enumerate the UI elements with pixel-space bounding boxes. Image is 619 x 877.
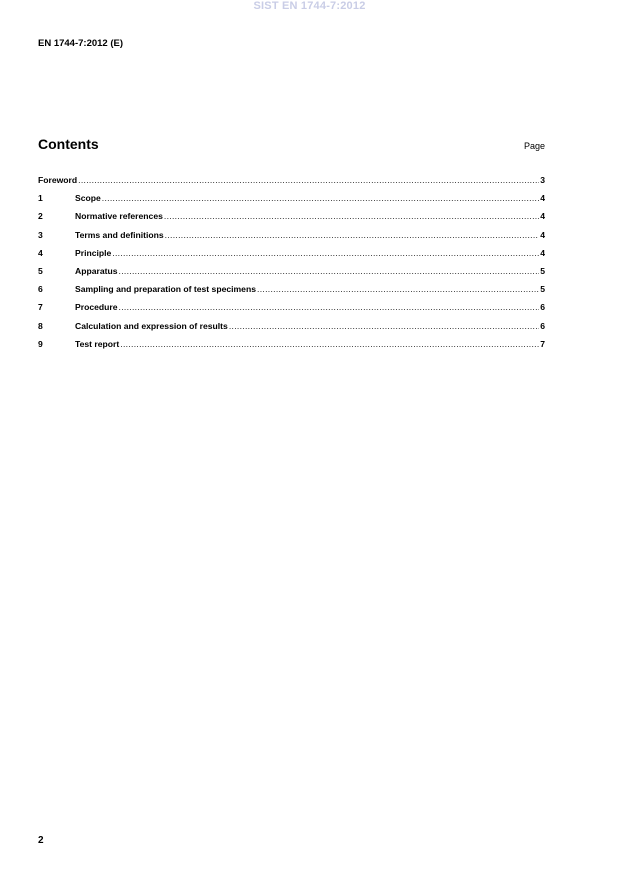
toc-entry-title: Apparatus [75, 265, 118, 276]
toc-entry-scope[interactable] [38, 193, 545, 211]
toc-entry-number: 9 [38, 338, 43, 349]
toc-entry-number: 3 [38, 229, 43, 240]
toc-leader-dots [112, 248, 539, 258]
document-id: EN 1744-7:2012 (E) [38, 38, 124, 49]
toc-entry-number: 2 [38, 211, 43, 222]
toc-entry-foreword[interactable] [38, 175, 545, 193]
toc-entry-title: Principle [75, 247, 112, 258]
toc-entry-title: Scope [75, 193, 101, 204]
toc-leader-dots [120, 339, 539, 349]
toc-entry-sampling[interactable] [38, 284, 545, 302]
watermark: SIST EN 1744-7:2012 [253, 0, 366, 12]
toc-entry-page: 6 [540, 320, 545, 331]
toc-leader-dots [119, 302, 540, 312]
toc-leader-dots [229, 321, 539, 331]
toc-entry-number: 8 [38, 320, 43, 331]
toc-leader-dots [257, 284, 539, 294]
toc-entry-number: 7 [38, 302, 43, 313]
toc-leader-dots [119, 266, 540, 276]
toc-entry-number: 5 [38, 265, 43, 276]
toc-entry-page: 7 [540, 338, 545, 349]
toc-entry-title: Normative references [75, 211, 163, 222]
toc-entry-number: 4 [38, 247, 43, 258]
toc-entry-page: 3 [540, 175, 545, 185]
toc-entry-number: 6 [38, 284, 43, 295]
toc-entry-title: Sampling and preparation of test specimens [75, 284, 256, 295]
toc-leader-dots [102, 193, 539, 203]
toc-entry-principle[interactable] [38, 248, 545, 266]
toc-entry-page: 6 [540, 302, 545, 313]
toc-leader-dots [165, 230, 540, 240]
toc-entry-apparatus[interactable] [38, 266, 545, 284]
toc-entry-page: 4 [540, 247, 545, 258]
toc-entry-title: Procedure [75, 302, 118, 313]
toc-entry-normative-references[interactable] [38, 211, 545, 229]
toc-entry-title: Test report [75, 338, 120, 349]
toc-entry-page: 4 [540, 229, 545, 240]
toc-entry-number: 1 [38, 193, 43, 204]
page-number: 2 [38, 835, 44, 846]
toc-entry-test-report[interactable] [38, 339, 545, 357]
toc-entry-procedure[interactable] [38, 302, 545, 320]
page-column-label: Page [523, 141, 545, 151]
contents-heading: Contents [38, 136, 99, 152]
toc-entry-title: Foreword [38, 175, 78, 185]
toc-entry-terms-and-definitions[interactable] [38, 230, 545, 248]
toc-entry-page: 5 [540, 284, 545, 295]
toc-entry-title: Calculation and expression of results [75, 320, 228, 331]
toc-entry-page: 5 [540, 265, 545, 276]
toc-entry-page: 4 [540, 193, 545, 204]
toc-leader-dots [164, 211, 539, 221]
toc-entry-calculation[interactable] [38, 321, 545, 339]
toc-entry-page: 4 [540, 211, 545, 222]
table-of-contents [38, 175, 545, 357]
toc-leader-dots [78, 175, 539, 185]
toc-entry-title: Terms and definitions [75, 229, 164, 240]
